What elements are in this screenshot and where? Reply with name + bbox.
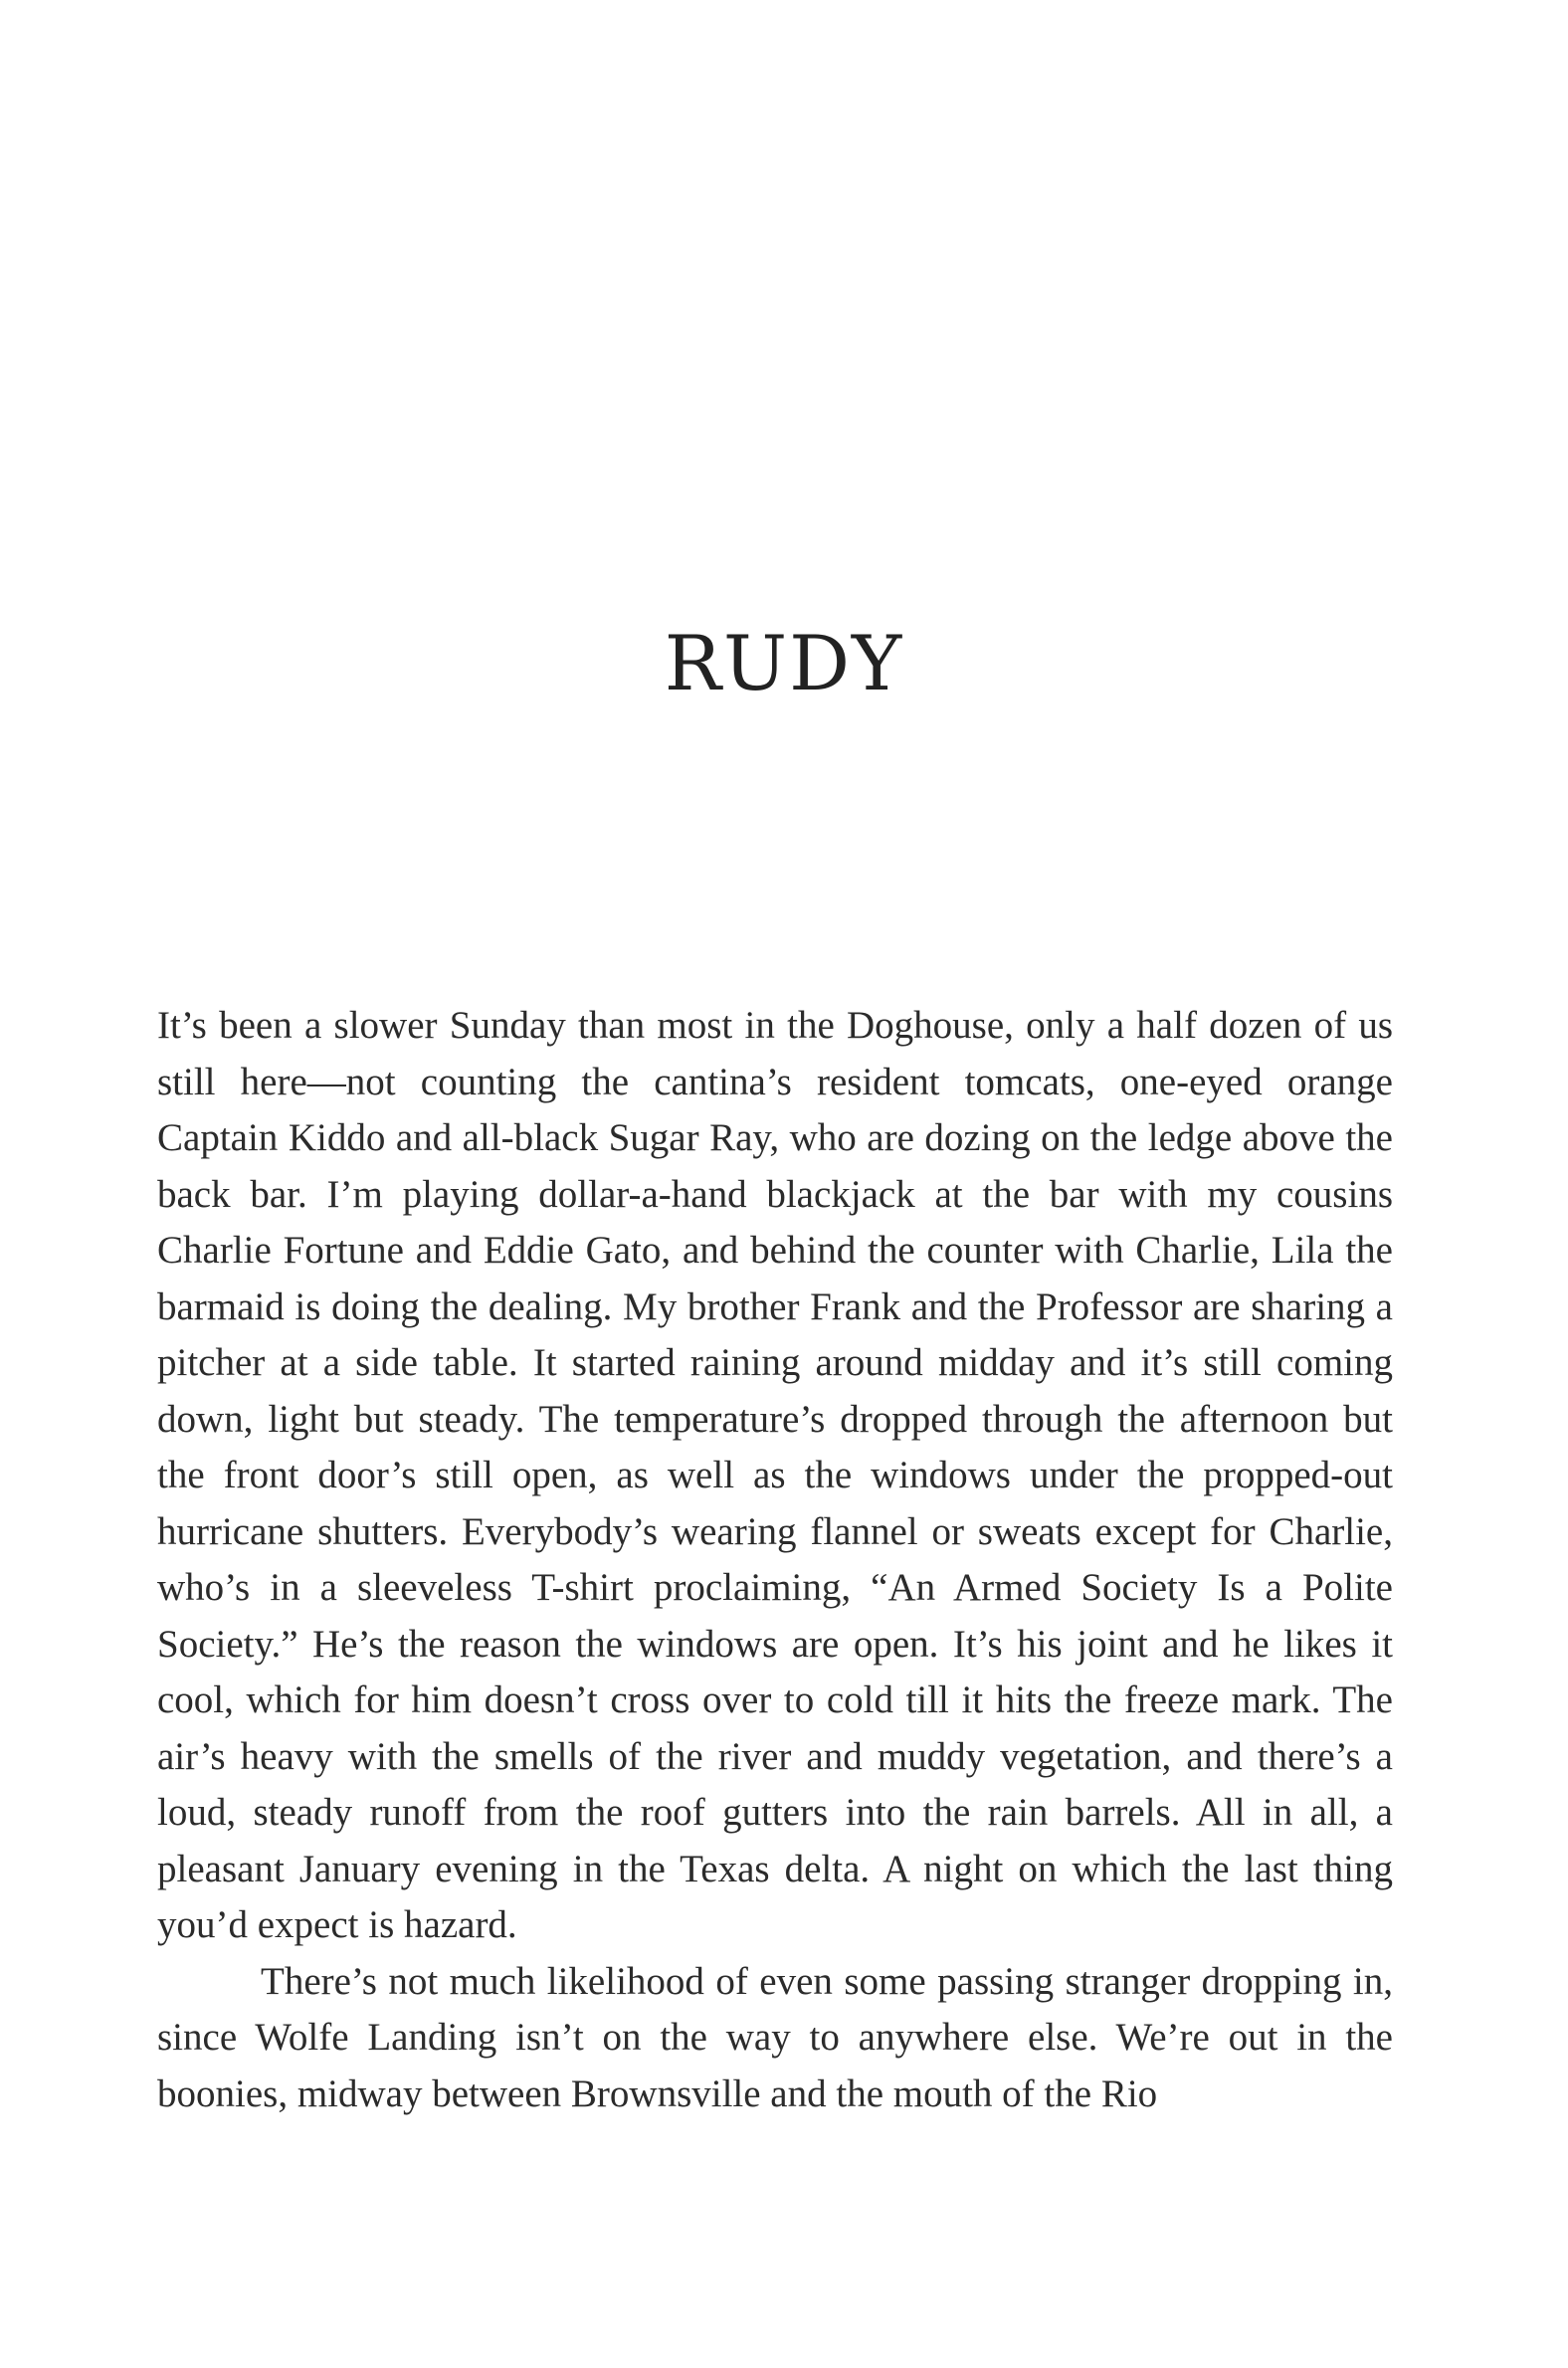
paragraph-2: There’s not much likelihood of even some passing stranger dropping in, since Wolfe Landing isn’t on the way to anywhere else. We’re out in the boonies, midway between Brownsville and the mouth of the Rio (157, 1959, 1393, 2115)
chapter-title: RUDY (664, 619, 904, 707)
body-text (157, 998, 1393, 2122)
paragraph-1: It’s been a slower Sunday than most in the Doghouse, only a half dozen of us still here—not counting the cantina’s resident tomcats, one-eyed orange Captain Kiddo and all-black Sugar Ray, who are dozing on the ledge above the back bar. I’m playing dollar-a-hand blackjack at the bar with my cousins Charlie Fortune and Eddie Gato, and behind the counter with Charlie, Lila the barmaid is doing the dealing. My brother Frank and the Professor are sharing a pitcher at a side table. It started raining around midday and it’s still coming down, light but steady. The temperature’s dropped through the afternoon but the front door’s still open, as well as the windows under the propped-out hurricane shutters. Everybody’s wearing flannel or sweats except for Charlie, who’s in a sleeveless T-shirt proclaiming, “An Armed Society Is a Polite Society.” He’s the reason the windows are open. It’s his joint and he likes it cool, which for him doesn’t cross over to cold till it hits the freeze mark. The air’s heavy with the smells of the river and muddy vegetation, and there’s a loud, steady runoff from the roof gutters into the rain barrels. All in all, a pleasant January evening in the Texas delta. A night on which the last thing you’d expect is hazard. (157, 1004, 1393, 1946)
